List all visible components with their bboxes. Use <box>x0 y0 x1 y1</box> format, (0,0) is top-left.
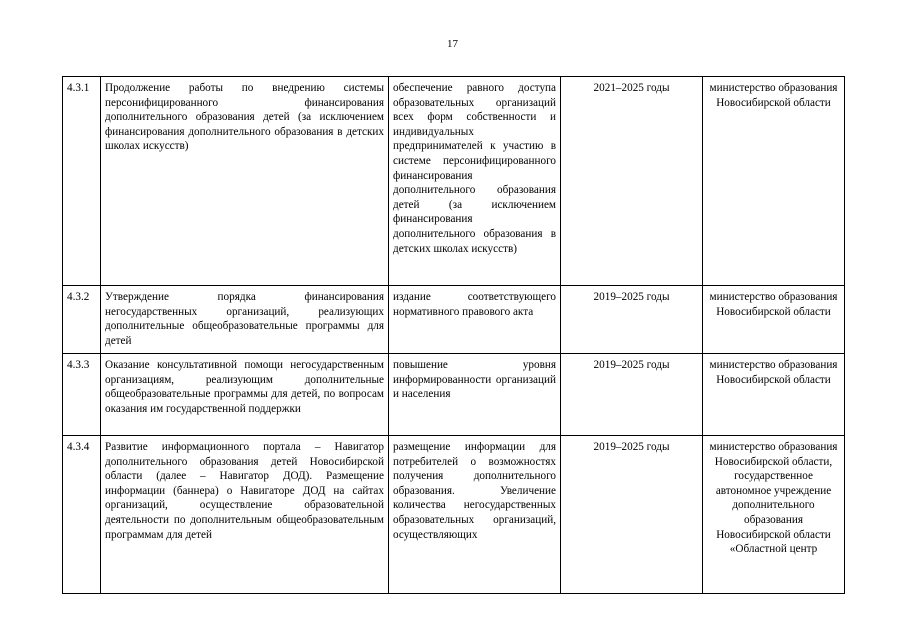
event-description: Утверждение порядка финансирования негосударственных организаций, реализующих дополнительные общеобразовательные программы для детей <box>101 286 389 354</box>
implementation-term: 2019–2025 годы <box>561 354 703 436</box>
row-number: 4.3.3 <box>63 354 101 436</box>
implementation-term: 2019–2025 годы <box>561 286 703 354</box>
responsible-executor: министерство образования Новосибирской области <box>703 354 845 436</box>
implementation-term: 2019–2025 годы <box>561 436 703 594</box>
event-description: Продолжение работы по внедрению системы персонифицированного финансирования дополнительного образования детей (за исключением финансирования дополнительного образования в детских школах искусств) <box>101 77 389 286</box>
event-description: Развитие информационного портала – Навигатор дополнительного образования детей Новосибирской области (далее – Навигатор ДОД). Размещение информации (баннера) о Навигаторе ДОД на сайтах организаций, осуществление образовательной деятельности по дополнительным общеобразовательным программам для детей <box>101 436 389 594</box>
table-row <box>63 354 845 436</box>
table-row <box>63 286 845 354</box>
row-number: 4.3.1 <box>63 77 101 286</box>
responsible-executor: министерство образования Новосибирской области, государственное автономное учреждение дополнительного образования Новосибирской области «Областной центр <box>703 436 845 594</box>
row-number: 4.3.4 <box>63 436 101 594</box>
expected-result: повышение уровня информированности организаций и населения <box>389 354 561 436</box>
responsible-executor: министерство образования Новосибирской области <box>703 286 845 354</box>
expected-result: издание соответствующего нормативного правового акта <box>389 286 561 354</box>
expected-result: размещение информации для потребителей о возможностях получения дополнительного образования. Увеличение количества негосударственных образовательных организаций, осуществляющих <box>389 436 561 594</box>
row-number: 4.3.2 <box>63 286 101 354</box>
page-number: 17 <box>447 38 458 50</box>
table-row <box>63 436 845 594</box>
table-row <box>63 77 845 286</box>
expected-result: обеспечение равного доступа образовательных организаций всех форм собственности и индивидуальных предпринимателей к участию в системе персонифицированного финансирования дополнительного образования детей (за исключением финансирования дополнительного образования в детских школах искусств) <box>389 77 561 286</box>
responsible-executor: министерство образования Новосибирской области <box>703 77 845 286</box>
action-plan-table <box>62 76 845 594</box>
implementation-term: 2021–2025 годы <box>561 77 703 286</box>
event-description: Оказание консультативной помощи негосударственным организациям, реализующим дополнительные общеобразовательные программы для детей, по вопросам оказания им государственной поддержки <box>101 354 389 436</box>
